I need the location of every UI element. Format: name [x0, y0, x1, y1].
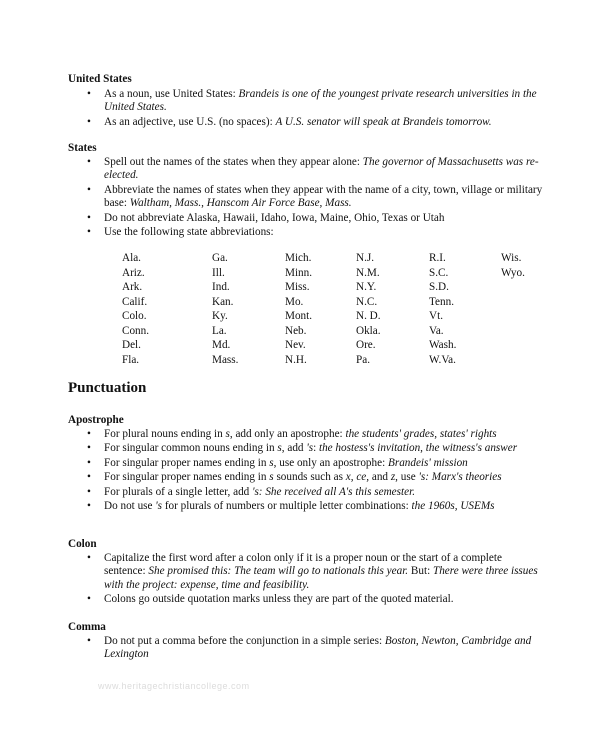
state-abbreviation: S.C.: [429, 266, 449, 279]
state-abbreviation: Wyo.: [501, 266, 525, 279]
state-abbreviation: Wis.: [501, 252, 522, 264]
list-item: • For singular common nouns ending in s, add 's: the hostess's invitation, the witness's answer: [104, 442, 544, 455]
state-abbreviation: N.M.: [356, 266, 380, 279]
state-abbreviation: Pa.: [356, 353, 370, 366]
abbreviation-column: [429, 252, 499, 368]
abbreviation-column: [501, 252, 571, 281]
list-comma: [104, 635, 544, 663]
list-item: • Do not put a comma before the conjunction in a simple series: Boston, Newton, Cambridge and Lexington: [104, 635, 544, 662]
list-item: • Do not abbreviate Alaska, Hawaii, Idaho, Iowa, Maine, Ohio, Texas or Utah: [104, 212, 544, 225]
state-abbreviation: N.Y.: [356, 281, 377, 293]
state-abbreviation: Miss.: [285, 281, 310, 293]
list-item: • Spell out the names of the states when they appear alone: The governor of Massachusetts was re-elected.: [104, 156, 544, 183]
state-abbreviation: Mont.: [285, 310, 313, 322]
state-abbreviation: Ark.: [122, 281, 143, 293]
state-abbreviation: Wash.: [429, 339, 457, 351]
list-item: • For singular proper names ending in s, use only an apostrophe: Brandeis' mission: [104, 457, 544, 470]
state-abbreviation: Mich.: [285, 252, 312, 264]
watermark: www.heritagechristiancollege.com: [98, 681, 250, 691]
state-abbreviation: N.H.: [285, 353, 307, 366]
state-abbreviation: Va.: [429, 324, 444, 337]
list-item: • Colons go outside quotation marks unless they are part of the quoted material.: [104, 593, 544, 606]
state-abbreviation: Vt.: [429, 310, 443, 322]
state-abbreviation: Conn.: [122, 324, 150, 337]
heading-colon: Colon: [68, 538, 97, 550]
state-abbreviation: N.C.: [356, 295, 378, 308]
state-abbreviation: Neb.: [285, 324, 307, 337]
list-states: [104, 156, 544, 240]
list-united-states: [104, 88, 544, 130]
state-abbreviation: S.D.: [429, 281, 449, 293]
heading-comma: Comma: [68, 621, 106, 633]
list-item: • As an adjective, use U.S. (no spaces): A U.S. senator will speak at Brandeis tomorrow.: [104, 116, 544, 129]
heading-states: States: [68, 142, 97, 154]
list-item: • Do not use 's for plurals of numbers or multiple letter combinations: the 1960s, USEMs: [104, 500, 544, 513]
state-abbreviation: Nev.: [285, 339, 306, 351]
list-item: • Abbreviate the names of states when they appear with the name of a city, town, village or military base: Waltham, Mass., Hanscom Air Force Base, Mass.: [104, 184, 544, 211]
abbreviation-column: [122, 252, 192, 368]
abbreviation-column: [356, 252, 426, 368]
state-abbreviation: Kan.: [212, 295, 234, 308]
abbreviation-column: [212, 252, 282, 368]
state-abbreviation: Ill.: [212, 266, 225, 279]
state-abbreviation: Colo.: [122, 310, 147, 322]
list-item: • For plural nouns ending in s, add only an apostrophe: the students' grades, states' rights: [104, 428, 544, 441]
state-abbreviation: Okla.: [356, 324, 381, 337]
state-abbreviation: Ind.: [212, 281, 230, 293]
state-abbreviation: R.I.: [429, 252, 446, 264]
state-abbreviation: N. D.: [356, 310, 381, 322]
heading-united-states: United States: [68, 73, 132, 85]
state-abbreviation: Ga.: [212, 252, 228, 264]
state-abbreviation: Ala.: [122, 252, 141, 264]
heading-apostrophe: Apostrophe: [68, 414, 124, 426]
abbreviation-column: [285, 252, 355, 368]
state-abbreviation: Md.: [212, 339, 231, 351]
state-abbreviation: Ore.: [356, 339, 376, 351]
list-apostrophe: [104, 428, 544, 514]
state-abbreviation: Del.: [122, 339, 141, 351]
state-abbreviation: Ky.: [212, 310, 228, 322]
state-abbreviation: N.J.: [356, 252, 375, 264]
state-abbreviation: La.: [212, 324, 227, 337]
state-abbreviation: Tenn.: [429, 295, 455, 308]
list-item: • Capitalize the first word after a colon only if it is a proper noun or the start of a complete sentence: She promised this: The team will go to nationals this year. But: There were three issues with the project: expense, time and feasibility.: [104, 552, 544, 592]
list-item: • For singular proper names ending in s sounds such as x, ce, and z, use 's: Marx's theories: [104, 471, 544, 484]
state-abbreviation: Mo.: [285, 295, 304, 308]
state-abbreviation: Ariz.: [122, 266, 145, 279]
state-abbreviation: Minn.: [285, 266, 313, 279]
state-abbreviation: Mass.: [212, 353, 239, 366]
list-item: • As a noun, use United States: Brandeis is one of the youngest private research universities in the United States.: [104, 88, 544, 115]
state-abbreviation: Fla.: [122, 353, 140, 366]
list-item: • Use the following state abbreviations:: [104, 226, 544, 239]
list-colon: [104, 552, 544, 608]
state-abbreviation: Calif.: [122, 295, 148, 308]
state-abbreviation: W.Va.: [429, 353, 456, 366]
list-item: • For plurals of a single letter, add 's: She received all A's this semester.: [104, 486, 544, 499]
heading-punctuation: Punctuation: [68, 380, 147, 396]
